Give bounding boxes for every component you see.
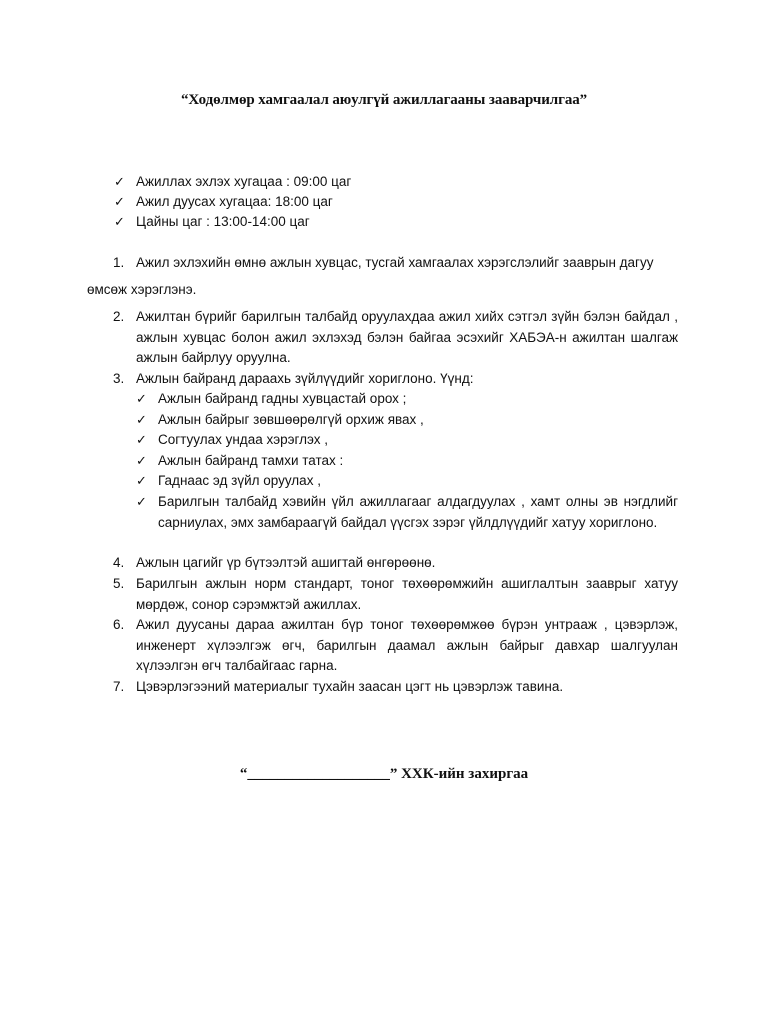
- rule-item-2: [0, 307, 768, 369]
- rule-number: 6.: [113, 617, 125, 632]
- prohibition-item: [136, 389, 678, 410]
- rule-item-1: [0, 253, 768, 303]
- rule-number: 2.: [113, 309, 125, 324]
- rule-number: 5.: [113, 576, 125, 591]
- rule-text: Цэвэрлэгээний материалыг тухайн заасан цэгт нь цэвэрлэж тавина.: [136, 679, 564, 694]
- rule-text: Ажилтан бүрийг барилгын талбайд оруулахдаа ажил хийх сэтгэл зүйн бэлэн байдал , ажлын хувцас болон ажил эхлэхэд бэлэн байгаа эсэхийг ХАБЭА-н ажилтан шалгаж ажлын байрлуу оруулна.: [136, 309, 678, 365]
- rule-text: Барилгын ажлын норм стандарт, тоног төхөөрөмжийн ашиглалтын зааврыг хатуу мөрдөж, сонор сэрэмжтэй ажиллах.: [136, 576, 678, 612]
- company-signature: “___________________” ХХК-ийн захиргаа: [239, 766, 529, 782]
- prohibition-item: [136, 492, 678, 533]
- check-mark-icon: ✓: [114, 194, 125, 209]
- rule-number: 1.: [113, 255, 125, 270]
- schedule-item-text: Ажиллах эхлэх хугацаа : 09:00 цаг: [136, 174, 352, 189]
- rule-item-5: [0, 574, 768, 616]
- prohibition-text: Барилгын талбайд хэвийн үйл ажиллагааг алдагдуулах , хамт олны эв нэгдлийг сарниулах, эмх замбараагүй байдал үүсгэх зэрэг үйлдлүүдийг хатуу хориглоно.: [158, 494, 678, 530]
- rule-number: 3.: [113, 371, 125, 386]
- rule-item-6: [0, 615, 768, 677]
- check-mark-icon: ✓: [136, 453, 147, 468]
- prohibition-item: [136, 410, 678, 431]
- check-mark-icon: ✓: [136, 412, 147, 427]
- rule-text: Ажил дуусаны дараа ажилтан бүр тоног төхөөрөмжөө бүрэн унтрааж , цэвэрлэж, инженерт хүлээлгэж өгч, барилгын даамал ажлын байрыг давхар шалгуулан хүлээлгэн өгч талбайгаас гарна.: [136, 617, 678, 673]
- check-mark-icon: ✓: [136, 494, 147, 509]
- rule-item-3: [0, 369, 768, 390]
- schedule-item: [114, 172, 674, 192]
- schedule-item: [114, 192, 674, 212]
- prohibition-item: [136, 471, 678, 492]
- schedule-item-text: Цайны цаг : 13:00-14:00 цаг: [136, 214, 310, 229]
- prohibition-item: [136, 430, 678, 451]
- prohibition-text: Ажлын байранд тамхи татах :: [158, 453, 344, 468]
- rule-text-line1: Ажил эхлэхийн өмнө ажлын хувцас, тусгай хамгаалах хэрэгслэлийг зааврын дагуу: [136, 255, 654, 270]
- rule-text-line2: өмсөж хэрэглэнэ.: [87, 282, 197, 297]
- check-mark-icon: ✓: [136, 432, 147, 447]
- prohibition-text: Ажлын байранд гадны хувцастай орох ;: [158, 391, 407, 406]
- check-mark-icon: ✓: [136, 473, 147, 488]
- prohibition-text: Ажлын байрыг зөвшөөрөлгүй орхиж явах ,: [158, 412, 424, 427]
- prohibition-text: Гаднаас эд зүйл оруулах ,: [158, 473, 321, 488]
- rule-item-7: [0, 677, 768, 698]
- check-mark-icon: ✓: [114, 214, 125, 229]
- schedule-list: [114, 172, 674, 232]
- rule-item-4: [0, 553, 768, 574]
- prohibition-item: [136, 451, 678, 472]
- schedule-item-text: Ажил дуусах хугацаа: 18:00 цаг: [136, 194, 333, 209]
- prohibition-text: Согтуулах ундаа хэрэглэх ,: [158, 432, 328, 447]
- document-title: “Ходөлмөр хамгаалал аюулгүй ажиллагааны зааварчилгаа”: [180, 92, 588, 108]
- schedule-item: [114, 212, 674, 232]
- rule-number: 4.: [113, 555, 125, 570]
- check-mark-icon: ✓: [136, 391, 147, 406]
- rule-number: 7.: [113, 679, 125, 694]
- rule-text: Ажлын байранд дараахь зүйлүүдийг хориглоно. Үүнд:: [136, 371, 474, 386]
- rule-text: Ажлын цагийг үр бүтээлтэй ашигтай өнгөрөөнө.: [136, 555, 436, 570]
- check-mark-icon: ✓: [114, 174, 125, 189]
